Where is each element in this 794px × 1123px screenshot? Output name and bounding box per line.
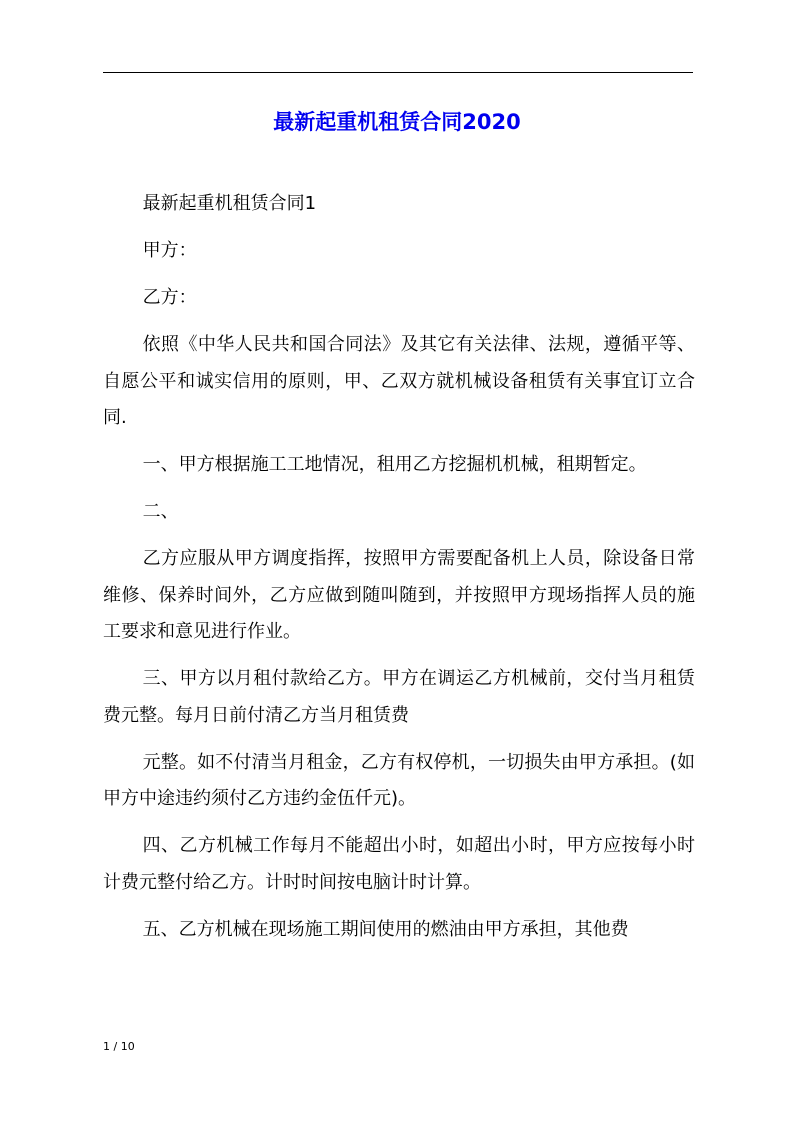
document-body [103, 186, 695, 959]
party-a-line: 甲方： [142, 240, 197, 261]
clause-1: 一、甲方根据施工工地情况，租用乙方挖掘机机械，租期暂定。 [142, 454, 647, 475]
clause-5: 五、乙方机械在现场施工期间使用的燃油由甲方承担，其他费 [142, 918, 629, 940]
preamble-paragraph: 依照《中华人民共和国合同法》及其它有关法律、法规，遵循平等、自愿公平和诚实信用的原则，甲、乙双方就机械设备租赁有关事宜订立合同. [103, 334, 695, 428]
page-indicator: 1 / 10 [103, 1040, 135, 1053]
clause-4: 四、乙方机械工作每月不能超出小时，如超出小时，甲方应按每小时计费元整付给乙方。计时时间按电脑计时计算。 [103, 835, 695, 893]
party-b-line: 乙方： [142, 287, 197, 308]
clause-3: 三、甲方以月租付款给乙方。甲方在调运乙方机械前，交付当月租赁费元整。每月日前付清乙方当月租赁费 [103, 668, 695, 726]
clause-3-continued: 元整。如不付清当月租金，乙方有权停机，一切损失由甲方承担。(如甲方中途违约须付乙方违约金伍仟元)。 [103, 751, 695, 809]
header-rule [103, 72, 693, 73]
contract-subtitle: 最新起重机租赁合同1 [142, 193, 317, 214]
clause-2-heading: 二、 [142, 501, 179, 522]
document-title: 最新起重机租赁合同2020 [273, 110, 521, 134]
clause-2-body: 乙方应服从甲方调度指挥，按照甲方需要配备机上人员，除设备日常维修、保养时间外，乙方应做到随叫随到，并按照甲方现场指挥人员的施工要求和意见进行作业。 [103, 548, 695, 642]
